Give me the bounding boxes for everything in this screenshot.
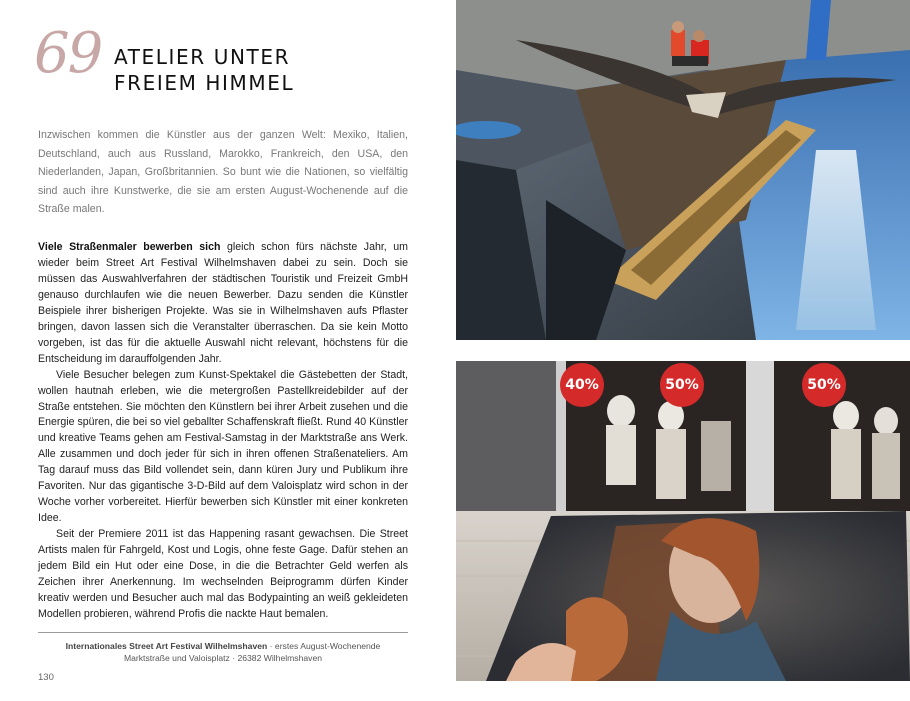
info-line-1 xyxy=(38,640,408,652)
chapter-title-line-2: FREIEM HIMMEL xyxy=(114,71,295,95)
waterfall-painting-illustration xyxy=(456,0,910,340)
body-paragraph-1-text: gleich schon fürs nächste Jahr, um wieder beim Street Art Festival Wilhelmshaven dabei zu sein. Doch sie müssen das Auswahlverfahren der städtischen Touristik und Freizeit GmbH genauso durchlaufen wie die neuen Bewerber. Dazu senden die Künstler Beispiele ihrer bisherigen Projekte. Was sie in Wilhelmshaven aufs Pflaster bringen, davon lassen sich die Veranstalter überraschen. Da sie kein Motto vorgeben, ist das für die aktuelle Auswahl nicht relevant, höchstens für die Entscheidung im darauffolgenden Jahr. xyxy=(38,241,408,365)
sale-sign-50-right-label: 50% xyxy=(807,377,841,393)
shop-front-painting-illustration xyxy=(456,361,910,681)
paragraph-lead-in: Viele Straßenmaler bewerben sich xyxy=(38,241,221,253)
street-art-waterfall-photo xyxy=(456,0,910,340)
left-page xyxy=(0,0,440,701)
sale-sign-40 xyxy=(560,363,604,407)
page-number: 130 xyxy=(38,672,54,683)
street-art-portrait-photo xyxy=(456,361,910,681)
body-paragraph-1 xyxy=(38,240,408,368)
chapter-title-line-1: ATELIER UNTER xyxy=(114,45,291,69)
sale-sign-50-left-label: 50% xyxy=(665,377,699,393)
body-paragraph-3: Seit der Premiere 2011 ist das Happening rasant gewachsen. Die Street Artists malen für Fahrgeld, Kost und Logis, ohne feste Gage. Dafür stehen an jedem Bild ein Hut oder eine Dose, in die die Betrachter Geld werfen als Zeichen ihrer Anerkennung. Im wechselnden Beiprogramm dürfen Kinder kreativ werden und Besucher auch mal das Bodypainting an weiß gekleideten Modellen probieren, während Profis die nackte Haut bemalen. xyxy=(38,528,408,620)
festival-date: · erstes August-Wochenende xyxy=(267,641,381,651)
chapter-title xyxy=(114,44,294,96)
sale-sign-50-left xyxy=(660,363,704,407)
body-text xyxy=(38,240,408,623)
info-divider xyxy=(38,632,408,633)
sale-sign-40-label: 40% xyxy=(565,377,599,393)
festival-name: Internationales Street Art Festival Wilhelmshaven xyxy=(65,641,268,651)
intro-paragraph: Inzwischen kommen die Künstler aus der ganzen Welt: Mexiko, Italien, Deutschland, auch aus Russland, Marokko, Frankreich, den USA, den Niederlanden, Japan, Großbritannien. So bunt wie die Nationen, so vielfältig sind auch ihre Kunstwerke, die sie am ersten August-Wochenende auf die Straße malen. xyxy=(38,129,408,216)
info-box xyxy=(38,640,408,664)
sale-sign-50-right xyxy=(802,363,846,407)
chapter-number: 69 xyxy=(34,21,102,86)
festival-address: Marktstraße und Valoisplatz · 26382 Wilhelmshaven xyxy=(123,653,323,663)
body-paragraph-2: Viele Besucher belegen zum Kunst-Spektakel die Gästebetten der Stadt, wollen hautnah erleben, wie die metergroßen Pastellkreidebilder auf der Straße entstehen. Sie möchten den Künstlern bei ihrer Arbeit zusehen und die Energie spüren, die bei so viel geballter Schaffenskraft fließt. Rund 40 Künstler und kreative Teams gehen am Festival-Samstag in der Marktstraße ans Werk. Alle zusammen und doch jeder für sich in ihren offenen Straßenateliers. Am Tag darauf muss das Bild vollendet sein, dann küren Jury und Publikum ihre Favoriten. Nur das gigantische 3-D-Bild auf dem Valoisplatz wird schon in der Woche vorher vorbereitet. Hierfür bewerben sich Künstler mit einer konkreten Idee. xyxy=(38,368,408,525)
